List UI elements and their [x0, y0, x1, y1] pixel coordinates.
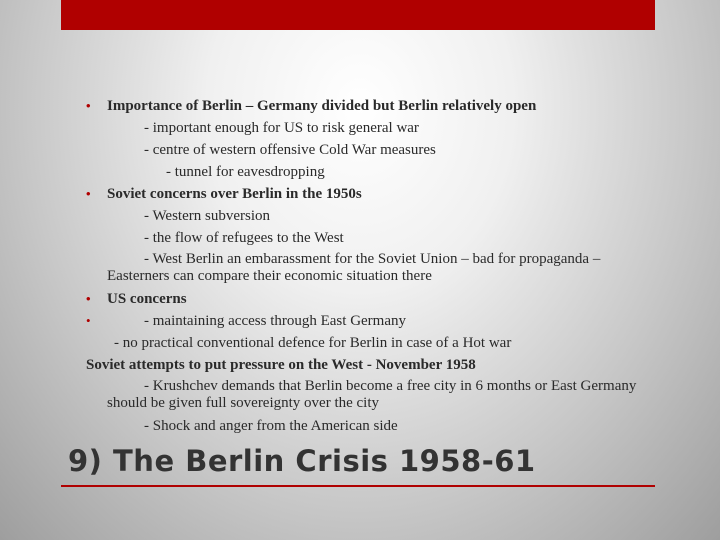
bullet-icon: • — [86, 291, 91, 306]
title-underline — [61, 485, 655, 487]
sub-point-wrapped: - Krushchev demands that Berlin become a free city in 6 months or East Germany should be given full sovereignty over the city — [107, 378, 637, 411]
bullet-soviet-concerns: • Soviet concerns over Berlin in the 1950s — [86, 183, 646, 205]
sub-point: - the flow of refugees to the West — [144, 230, 344, 246]
bullet-berlin-importance: • Importance of Berlin – Germany divided but Berlin relatively open — [86, 95, 646, 117]
sub-point: - important enough for US to risk general war — [144, 120, 419, 136]
section-heading-soviet-pressure: Soviet attempts to put pressure on the West - November 1958 — [86, 357, 476, 373]
slide-title: 9) The Berlin Crisis 1958-61 — [68, 444, 536, 478]
bullet-icon: • — [86, 313, 91, 328]
slide-body — [86, 95, 646, 437]
sub-point: - no practical conventional defence for Berlin in case of a Hot war — [114, 335, 512, 351]
bullet-icon: • — [86, 186, 91, 201]
bullet-access: • - maintaining access through East Germany — [86, 310, 646, 332]
bullet-us-concerns: • US concerns — [86, 288, 646, 310]
sub-point: - Shock and anger from the American side — [144, 418, 398, 434]
sub-sub-point: - tunnel for eavesdropping — [166, 164, 325, 180]
sub-point-wrapped: - West Berlin an embarassment for the Soviet Union – bad for propaganda – Easterners can compare their economic situation there — [107, 251, 601, 284]
sub-point: - Western subversion — [144, 208, 270, 224]
sub-point: - centre of western offensive Cold War measures — [144, 142, 436, 158]
bullet-icon: • — [86, 98, 91, 113]
top-accent-bar — [61, 0, 655, 30]
